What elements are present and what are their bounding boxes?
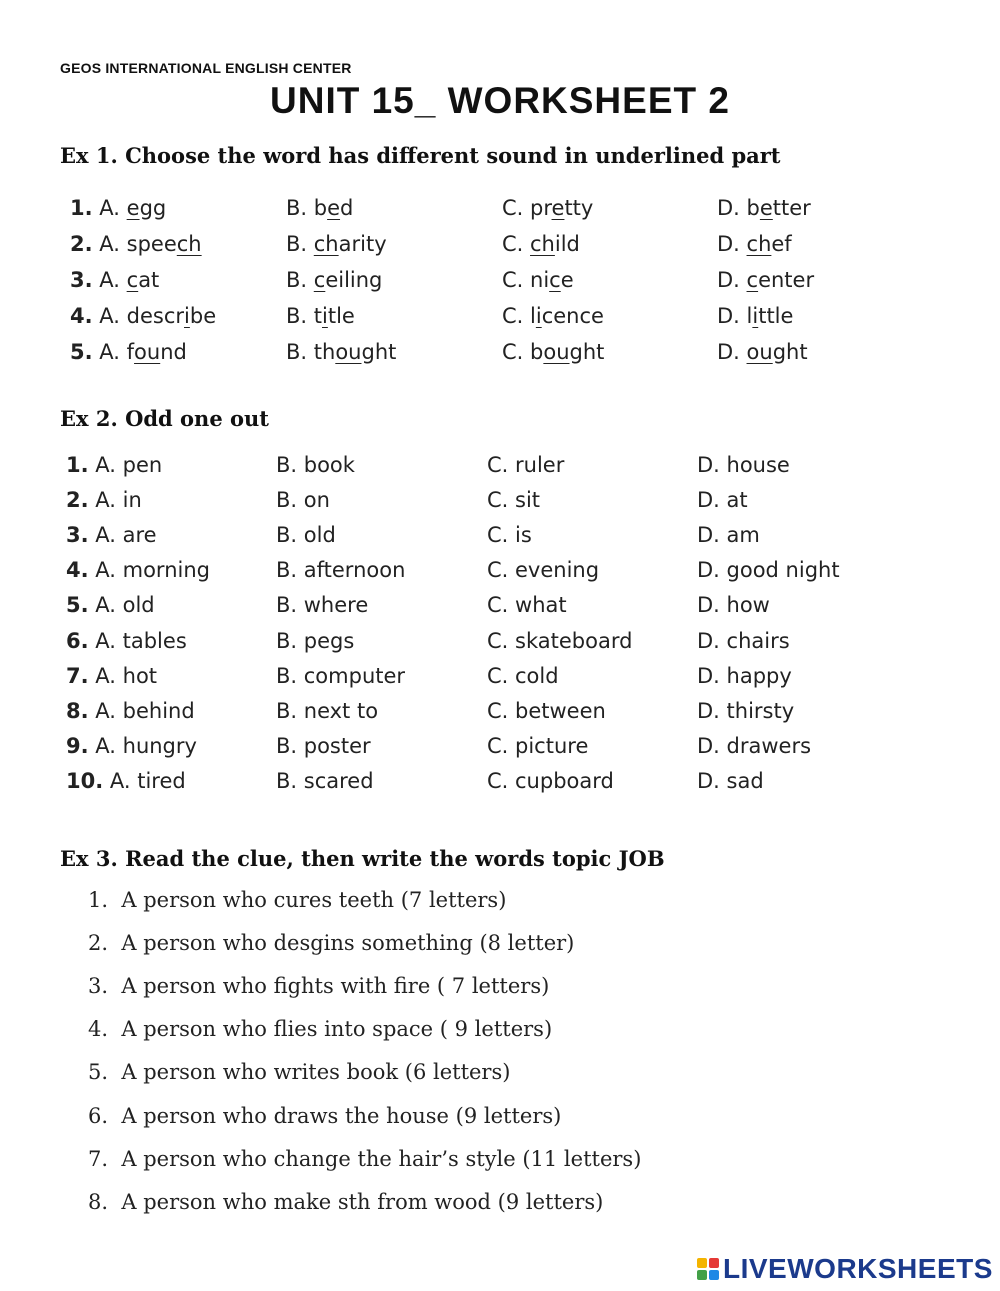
- option-pre: b: [530, 340, 544, 364]
- option-pre: l: [746, 304, 753, 328]
- option-a: [66, 734, 197, 758]
- option-c: [502, 304, 604, 328]
- option-d: [717, 196, 811, 220]
- option-underlined-part: i: [184, 304, 190, 328]
- option-b: [286, 196, 353, 220]
- option-c: [487, 523, 532, 547]
- question-number: 10.: [66, 768, 104, 793]
- option-text: C. cold: [487, 663, 559, 688]
- option-label: A.: [99, 304, 127, 328]
- option-label: D.: [717, 304, 747, 328]
- option-post: e: [560, 268, 574, 292]
- option-label: C.: [502, 304, 531, 328]
- option-text: D. sad: [697, 768, 764, 793]
- option-c: [487, 629, 632, 653]
- clue-item: 5. A person who writes book (6 letters): [88, 1060, 511, 1085]
- option-label: D.: [717, 232, 747, 256]
- option-c: [487, 453, 564, 477]
- logo-square: [709, 1258, 719, 1268]
- option-text: C. ruler: [487, 453, 565, 477]
- option-label: B.: [286, 304, 314, 328]
- option-text: B. where: [276, 593, 369, 618]
- option-b: [286, 232, 387, 256]
- logo-square: [709, 1270, 719, 1280]
- option-b: [286, 268, 382, 292]
- option-underlined-part: c: [746, 268, 759, 292]
- option-underlined-part: i: [535, 304, 542, 328]
- option-c: [487, 699, 606, 723]
- question-number: 7.: [66, 663, 89, 688]
- liveworksheets-logo-icon: [697, 1258, 719, 1280]
- option-a: [66, 629, 187, 653]
- option-c: [487, 488, 540, 512]
- option-text: C. picture: [487, 733, 589, 758]
- option-underlined-part: e: [759, 196, 773, 220]
- option-text: B. on: [276, 488, 330, 513]
- question-number: 3.: [70, 268, 93, 292]
- option-b: [276, 664, 405, 688]
- question-number: 8.: [66, 698, 89, 723]
- option-a: [66, 699, 195, 723]
- option-text: D. thirsty: [697, 698, 795, 723]
- option-label: D.: [717, 268, 747, 292]
- option-a: [70, 196, 166, 220]
- option-c: [487, 769, 614, 793]
- option-label: B.: [286, 196, 314, 220]
- option-text: D. drawers: [697, 733, 812, 758]
- option-text: D. am: [697, 523, 760, 548]
- option-b: [276, 453, 355, 477]
- option-text: A. tired: [109, 768, 186, 793]
- option-b: [276, 523, 336, 547]
- option-c: [502, 340, 604, 364]
- option-post: tter: [772, 196, 811, 220]
- question-number: 4.: [70, 304, 93, 328]
- liveworksheets-logo: [697, 1253, 993, 1285]
- option-underlined-part: e: [551, 196, 565, 220]
- option-d: [717, 340, 808, 364]
- question-number: 5.: [66, 593, 89, 618]
- option-b: [276, 769, 374, 793]
- option-underlined-part: ou: [746, 340, 773, 364]
- option-underlined-part: ou: [543, 340, 570, 364]
- option-b: [276, 734, 371, 758]
- option-post: ght: [361, 340, 397, 364]
- option-text: B. pegs: [276, 628, 355, 653]
- option-post: ild: [554, 232, 580, 256]
- option-d: [717, 304, 793, 328]
- logo-square: [697, 1258, 707, 1268]
- option-label: D.: [717, 196, 747, 220]
- option-underlined-part: c: [549, 268, 561, 292]
- option-pre: ni: [530, 268, 550, 292]
- option-a: [70, 232, 202, 256]
- option-text: C. cupboard: [487, 768, 614, 793]
- option-d: [697, 488, 748, 512]
- option-underlined-part: ch: [530, 232, 555, 256]
- option-post: enter: [758, 268, 815, 292]
- option-label: A.: [99, 232, 127, 256]
- option-text: D. house: [697, 453, 790, 477]
- option-b: [286, 340, 396, 364]
- option-text: D. chairs: [697, 628, 790, 653]
- option-text: A. old: [95, 593, 155, 618]
- option-d: [717, 268, 814, 292]
- option-text: B. scared: [276, 768, 374, 793]
- option-text: C. skateboard: [487, 628, 633, 653]
- option-underlined-part: ch: [746, 232, 772, 256]
- option-c: [502, 232, 580, 256]
- option-text: B. next to: [276, 698, 379, 723]
- option-post: cence: [541, 304, 604, 328]
- logo-text: LIVEWORKSHEETS: [723, 1253, 993, 1284]
- option-text: B. poster: [276, 733, 371, 758]
- option-a: [66, 769, 186, 793]
- logo-square: [697, 1270, 707, 1280]
- option-c: [487, 558, 599, 582]
- option-text: D. how: [697, 593, 770, 618]
- option-c: [487, 664, 559, 688]
- option-text: B. old: [276, 523, 336, 548]
- option-post: nd: [160, 340, 187, 364]
- option-b: [286, 304, 355, 328]
- option-underlined-part: i: [752, 304, 759, 328]
- option-text: A. morning: [95, 558, 210, 583]
- option-text: A. pen: [95, 453, 163, 477]
- option-label: C.: [502, 340, 531, 364]
- option-text: A. hungry: [95, 733, 197, 758]
- option-label: B.: [286, 232, 314, 256]
- ex2-heading: Ex 2. Odd one out: [60, 406, 269, 431]
- option-post: ef: [771, 232, 792, 256]
- option-label: A.: [99, 268, 127, 292]
- option-pre: l: [530, 304, 536, 328]
- option-underlined-part: c: [126, 268, 139, 292]
- option-text: C. between: [487, 698, 606, 723]
- option-post: ght: [772, 340, 808, 364]
- center-name: GEOS INTERNATIONAL ENGLISH CENTER: [60, 60, 352, 76]
- option-d: [717, 232, 792, 256]
- option-c: [487, 593, 567, 617]
- option-label: D.: [717, 340, 747, 364]
- option-a: [70, 340, 187, 364]
- option-label: C.: [502, 268, 531, 292]
- option-underlined-part: e: [126, 196, 140, 220]
- option-text: A. tables: [95, 628, 187, 653]
- option-text: B. book: [276, 453, 355, 477]
- option-d: [697, 593, 770, 617]
- question-number: 3.: [66, 523, 89, 548]
- option-label: B.: [286, 340, 314, 364]
- option-a: [66, 523, 157, 547]
- option-underlined-part: c: [313, 268, 326, 292]
- option-underlined-part: e: [327, 196, 341, 220]
- clue-item: 8. A person who make sth from wood (9 letters): [88, 1189, 604, 1214]
- option-c: [502, 196, 593, 220]
- option-post: at: [138, 268, 160, 292]
- option-b: [276, 593, 368, 617]
- option-pre: spee: [126, 232, 177, 256]
- question-number: 6.: [66, 628, 89, 653]
- option-a: [66, 488, 142, 512]
- option-b: [276, 699, 378, 723]
- option-text: B. afternoon: [276, 558, 406, 583]
- option-text: D. good night: [697, 558, 840, 583]
- option-b: [276, 488, 330, 512]
- option-post: ght: [569, 340, 605, 364]
- option-text: A. hot: [95, 663, 158, 688]
- option-post: tle: [327, 304, 355, 328]
- question-number: 2.: [70, 232, 93, 256]
- option-label: C.: [502, 196, 531, 220]
- question-number: 2.: [66, 488, 89, 513]
- clue-item: 7. A person who change the hair’s style (11 letters): [88, 1146, 642, 1171]
- option-pre: f: [126, 340, 135, 364]
- option-d: [697, 523, 760, 547]
- option-text: A. are: [95, 523, 157, 548]
- option-a: [70, 268, 159, 292]
- option-a: [66, 453, 162, 477]
- option-a: [66, 593, 155, 617]
- option-d: [697, 664, 792, 688]
- option-underlined-part: ch: [176, 232, 202, 256]
- option-text: A. in: [95, 488, 142, 513]
- option-label: A.: [99, 196, 127, 220]
- option-post: tty: [564, 196, 594, 220]
- option-label: B.: [286, 268, 314, 292]
- option-pre: t: [313, 304, 322, 328]
- option-pre: th: [313, 340, 336, 364]
- option-text: C. evening: [487, 558, 600, 583]
- option-d: [697, 734, 811, 758]
- option-pre: b: [313, 196, 328, 220]
- option-post: be: [189, 304, 217, 328]
- worksheet-title: UNIT 15_ WORKSHEET 2: [270, 80, 730, 121]
- clue-item: 6. A person who draws the house (9 letters): [88, 1103, 562, 1128]
- option-post: ttle: [758, 304, 794, 328]
- option-a: [70, 304, 216, 328]
- option-text: D. happy: [697, 663, 792, 688]
- question-number: 1.: [70, 196, 93, 220]
- question-number: 4.: [66, 558, 89, 583]
- option-d: [697, 453, 790, 477]
- clue-item: 2. A person who desgins something (8 letter): [88, 931, 575, 956]
- option-c: [502, 268, 574, 292]
- option-post: d: [340, 196, 354, 220]
- option-text: C. is: [487, 523, 532, 548]
- option-a: [66, 664, 157, 688]
- option-d: [697, 769, 764, 793]
- clue-item: 1. A person who cures teeth (7 letters): [88, 888, 507, 912]
- option-label: C.: [502, 232, 531, 256]
- option-text: C. what: [487, 593, 567, 618]
- ex3-heading: Ex 3. Read the clue, then write the words topic JOB: [60, 846, 665, 871]
- question-number: 9.: [66, 733, 89, 758]
- option-pre: descr: [126, 304, 185, 328]
- option-label: A.: [99, 340, 127, 364]
- option-underlined-part: i: [322, 304, 328, 328]
- option-pre: b: [746, 196, 760, 220]
- option-underlined-part: ou: [134, 340, 161, 364]
- option-b: [276, 558, 405, 582]
- option-d: [697, 558, 840, 582]
- question-number: 1.: [66, 453, 89, 477]
- clue-item: 3. A person who fights with fire ( 7 letters): [88, 974, 550, 999]
- option-post: gg: [139, 196, 167, 220]
- option-a: [66, 558, 210, 582]
- option-text: C. sit: [487, 488, 541, 513]
- option-text: A. behind: [95, 698, 195, 723]
- option-b: [276, 629, 354, 653]
- option-text: B. computer: [276, 663, 406, 688]
- option-d: [697, 629, 790, 653]
- option-c: [487, 734, 588, 758]
- option-underlined-part: ch: [313, 232, 339, 256]
- question-number: 5.: [70, 340, 93, 364]
- option-text: D. at: [697, 488, 748, 513]
- ex1-heading: Ex 1. Choose the word has different sound in underlined part: [60, 143, 781, 168]
- clue-item: 4. A person who flies into space ( 9 letters): [88, 1017, 553, 1042]
- option-pre: pr: [530, 196, 552, 220]
- option-post: arity: [338, 232, 387, 256]
- option-d: [697, 699, 794, 723]
- option-post: eiling: [325, 268, 383, 292]
- option-underlined-part: ou: [335, 340, 362, 364]
